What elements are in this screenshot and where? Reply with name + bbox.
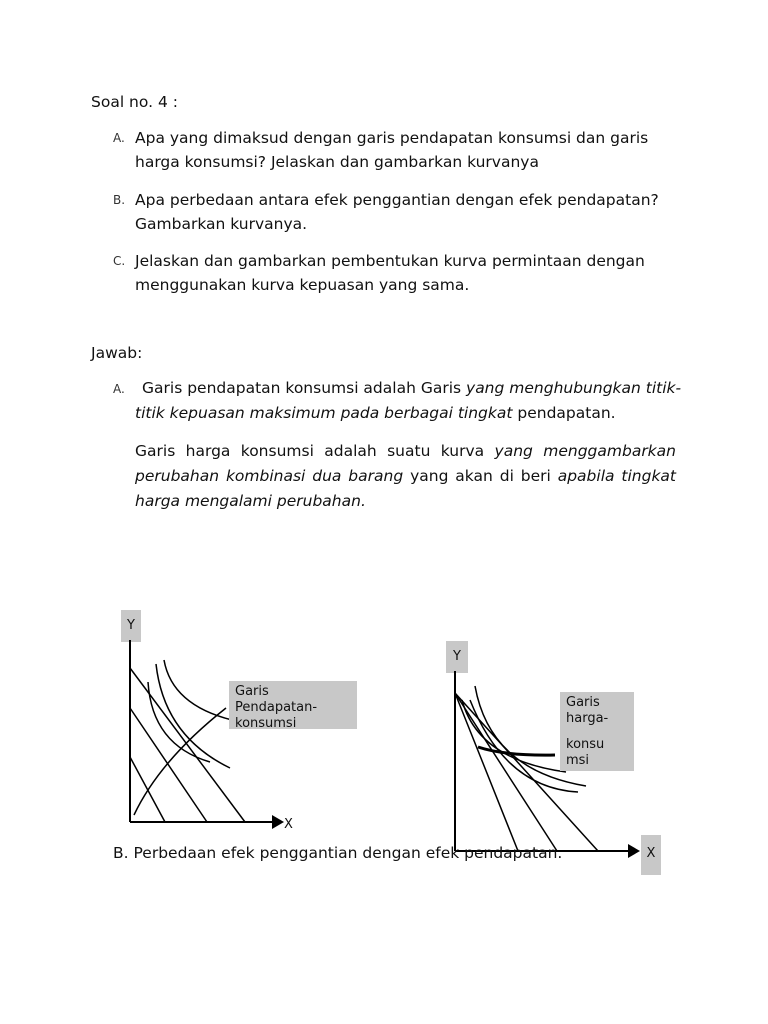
- answer-a-p2-l1-italic: yang menggambarkan: [494, 442, 676, 460]
- left-box-line-3: konsumsi: [235, 716, 297, 731]
- left-graph-y-label: Y: [121, 610, 141, 642]
- right-graph-x-label: X: [641, 835, 661, 875]
- answer-a-p2-l3-italic: harga mengalami perubahan.: [135, 492, 366, 510]
- question-c-line1: Jelaskan dan gambarkan pembentukan kurva permintaan dengan: [135, 252, 645, 270]
- right-indifference-curve-1: [462, 700, 566, 772]
- question-b-line1: Apa perbedaan antara efek penggantian dengan efek pendapatan?: [135, 191, 659, 209]
- question-c-line2: menggunakan kurva kepuasan yang sama.: [135, 276, 470, 294]
- right-box-line-2: harga-: [566, 711, 609, 726]
- right-box-line-4: konsu: [566, 737, 605, 752]
- answer-a-p2-l2-italic-a: perubahan kombinasi dua barang: [135, 467, 404, 485]
- right-box-spacer: [566, 727, 628, 737]
- question-heading: Soal no. 4 :: [91, 93, 178, 111]
- answer-a-p1-l2-italic: titik kepuasan maksimum pada berbagai tingkat: [135, 404, 513, 422]
- right-budget-line-2: [455, 693, 557, 851]
- left-box-line-1: Garis: [235, 684, 269, 699]
- answer-a-letter: A.: [113, 382, 125, 396]
- answer-a-p1-l2-normal: pendapatan.: [512, 404, 616, 422]
- question-a-letter: A.: [113, 131, 125, 145]
- question-c-letter: C.: [113, 254, 126, 268]
- left-box-line-2: Pendapatan-: [235, 700, 318, 715]
- answer-a-p2-l2-italic-b: apabila tingkat: [557, 467, 676, 485]
- answer-a-p2-l2-normal: yang akan di beri: [403, 467, 558, 485]
- answer-heading: Jawab:: [91, 344, 143, 362]
- section-b-text: B. Perbedaan efek penggantian dengan efek pendapatan.: [113, 844, 563, 862]
- right-price-consumption-line: [478, 747, 555, 755]
- question-a-line1: Apa yang dimaksud dengan garis pendapatan konsumsi dan garis: [135, 129, 649, 147]
- right-graph-y-label: Y: [446, 641, 468, 673]
- right-x-axis-arrow: [628, 844, 640, 858]
- question-b-letter: B.: [113, 193, 126, 207]
- answer-a-p2-l1-normal: Garis harga konsumsi adalah suatu kurva: [135, 442, 495, 460]
- right-box-line-5: msi: [566, 753, 590, 768]
- question-b-line2: Gambarkan kurvanya.: [135, 215, 308, 233]
- right-graph-box: [560, 692, 634, 771]
- question-a-line2: harga konsumsi? Jelaskan dan gambarkan kurvanya: [135, 153, 539, 171]
- answer-a-p1-l1-normal: Garis pendapatan konsumsi adalah Garis: [142, 379, 467, 397]
- right-budget-line-1: [455, 693, 518, 851]
- right-box-line-1: Garis: [566, 695, 600, 710]
- left-graph-x-label: X: [284, 817, 293, 832]
- answer-a-p1-l1-italic: yang menghubungkan titik-: [466, 379, 682, 397]
